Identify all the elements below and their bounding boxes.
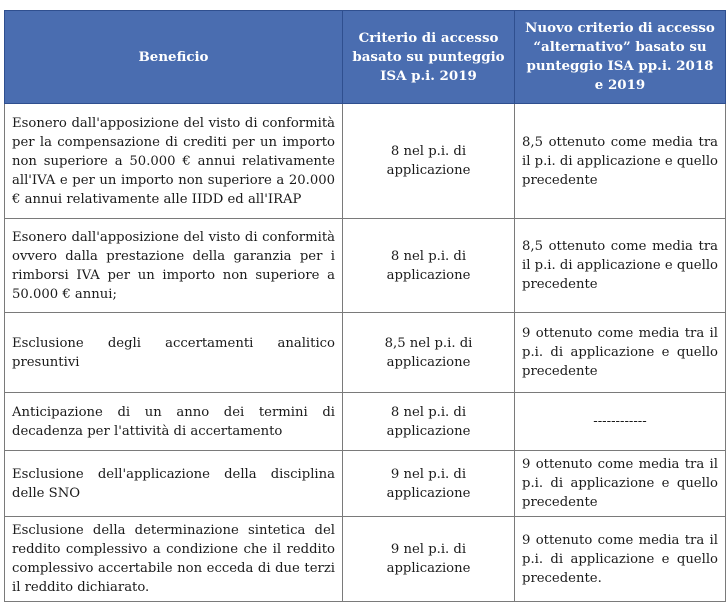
- cell-alternativo: 9 ottenuto come media tra il p.i. di applicazione e quello precedente.: [515, 517, 726, 602]
- isa-benefits-table: [4, 10, 726, 602]
- table-row: [5, 393, 726, 451]
- cell-beneficio: Esclusione dell'applicazione della disciplina delle SNO: [5, 451, 343, 517]
- header-beneficio: Beneficio: [5, 11, 343, 104]
- table-row: [5, 313, 726, 393]
- cell-beneficio: Esclusione della determinazione sintetica del reddito complessivo a condizione che il reddito complessivo accertabile non ecceda di due terzi il reddito dichiarato.: [5, 517, 343, 602]
- cell-alternativo: 8,5 ottenuto come media tra il p.i. di applicazione e quello precedente: [515, 104, 726, 219]
- cell-alternativo: 8,5 ottenuto come media tra il p.i. di applicazione e quello precedente: [515, 219, 726, 313]
- table-header-row: [5, 11, 726, 104]
- cell-alternativo: ------------: [515, 393, 726, 451]
- cell-criterio: 9 nel p.i. di applicazione: [343, 451, 515, 517]
- cell-criterio: 8 nel p.i. di applicazione: [343, 104, 515, 219]
- cell-beneficio: Esclusione degli accertamenti analitico presuntivi: [5, 313, 343, 393]
- cell-criterio: 8,5 nel p.i. di applicazione: [343, 313, 515, 393]
- table-row: [5, 219, 726, 313]
- table-row: [5, 104, 726, 219]
- cell-beneficio: Esonero dall'apposizione del visto di conformità ovvero dalla prestazione della garanzia per i rimborsi IVA per un importo non superiore a 50.000 € annui;: [5, 219, 343, 313]
- cell-criterio: 8 nel p.i. di applicazione: [343, 219, 515, 313]
- cell-alternativo: 9 ottenuto come media tra il p.i. di applicazione e quello precedente: [515, 451, 726, 517]
- cell-alternativo: 9 ottenuto come media tra il p.i. di applicazione e quello precedente: [515, 313, 726, 393]
- header-criterio-accesso: Criterio di accesso basato su punteggio ISA p.i. 2019: [343, 11, 515, 104]
- cell-criterio: 8 nel p.i. di applicazione: [343, 393, 515, 451]
- cell-beneficio: Anticipazione di un anno dei termini di decadenza per l'attività di accertamento: [5, 393, 343, 451]
- cell-beneficio: Esonero dall'apposizione del visto di conformità per la compensazione di crediti per un importo non superiore a 50.000 € annui relativamente all'IVA e per un importo non superiore a 20.000 € annui relativamente alle IIDD ed all'IRAP: [5, 104, 343, 219]
- cell-criterio: 9 nel p.i. di applicazione: [343, 517, 515, 602]
- header-criterio-alternativo: Nuovo criterio di accesso “alternativo” basato su punteggio ISA pp.i. 2018 e 2019: [515, 11, 726, 104]
- table-row: [5, 451, 726, 517]
